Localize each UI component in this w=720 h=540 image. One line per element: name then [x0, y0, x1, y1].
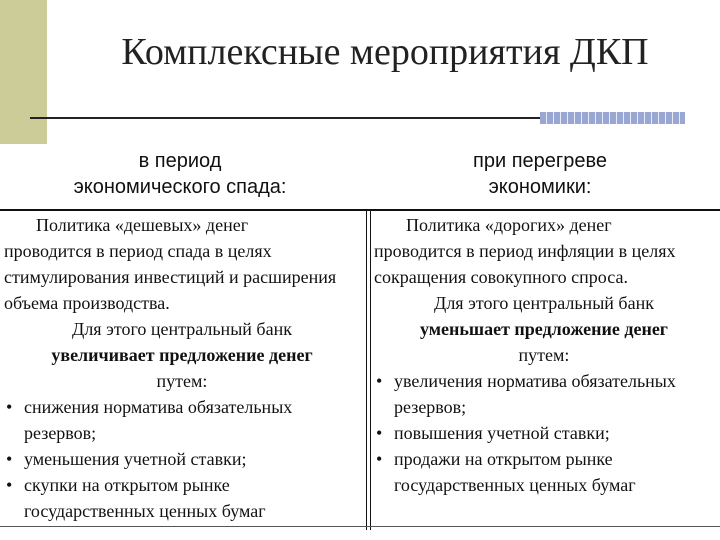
left-bank-line: Для этого центральный банк: [72, 319, 292, 339]
right-policy-description: проводится в период инфляции в целях сокращения совокупного спроса.: [374, 241, 676, 287]
right-column-cell: [374, 212, 714, 498]
list-item: • уменьшения учетной ставки;: [4, 446, 360, 472]
left-column-cell: [4, 212, 360, 524]
left-measures-list: [4, 394, 360, 524]
list-item: • снижения норматива обязательных резервов;: [4, 394, 360, 446]
left-bank-action: увеличивает предложение денег: [51, 345, 313, 365]
list-item: • повышения учетной ставки;: [374, 420, 714, 446]
left-way-label: путем:: [156, 371, 208, 391]
table-top-border: [0, 209, 720, 211]
slide-title: Комплексные мероприятия ДКП: [121, 31, 649, 73]
right-column-header: [380, 148, 700, 200]
right-header-line-1: при перегреве: [473, 150, 607, 172]
right-measures-list: [374, 368, 714, 498]
right-bank-action: уменьшает предложение денег: [420, 319, 668, 339]
left-policy-description: проводится в период спада в целях стимулирования инвестиций и расширения объема производства.: [4, 241, 337, 313]
right-header-line-2: экономики:: [488, 176, 592, 198]
table-bottom-border: [0, 526, 720, 527]
right-way-label: путем:: [518, 345, 570, 365]
left-header-line-2: экономического спада:: [73, 176, 287, 198]
left-column-header: [20, 148, 340, 200]
list-item: • скупки на открытом рынке государственных ценных бумаг: [4, 472, 360, 524]
right-bank-line: Для этого центральный банк: [434, 293, 654, 313]
right-policy-title: Политика «дорогих» денег: [406, 215, 612, 235]
column-divider: [366, 210, 367, 530]
left-policy-title: Политика «дешевых» денег: [36, 215, 249, 235]
title-underline-accent: [540, 112, 685, 124]
column-divider-inner: [370, 210, 371, 530]
left-header-line-1: в период: [138, 150, 222, 172]
list-item: • продажи на открытом рынке государственных ценных бумаг: [374, 446, 714, 498]
list-item: • увеличения норматива обязательных резервов;: [374, 368, 714, 420]
decorative-side-bar: [0, 0, 47, 144]
